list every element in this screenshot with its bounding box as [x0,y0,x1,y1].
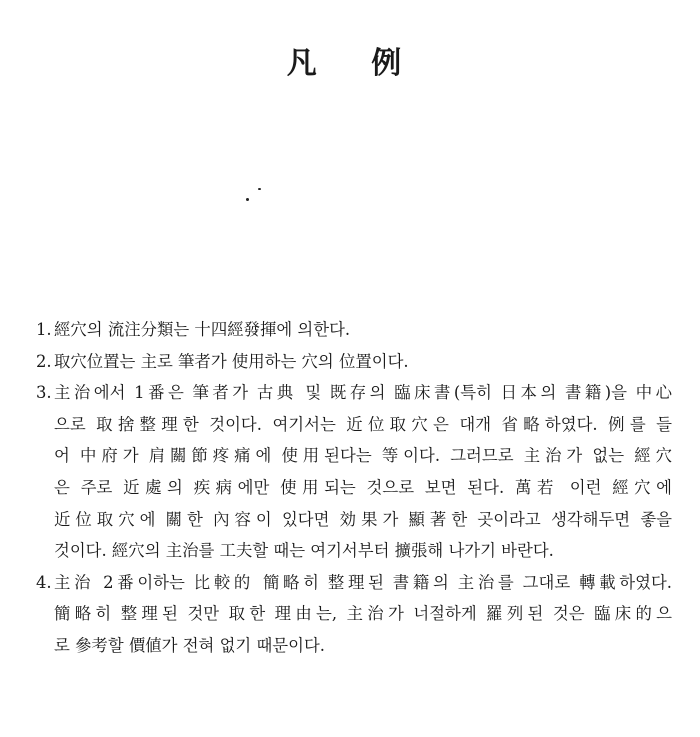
item-line: 로 參考할 價値가 전혀 없기 때문이다. [54,635,325,655]
item-line: 어 中府가 肩關節疼痛에 使用된다는 等이다. 그러므로 主治가 없는 經穴 [54,446,672,466]
item-line: 近位取穴에 關한 內容이 있다면 効果가 顯著한 곳이라고 생각해두면 좋을 [54,509,672,529]
item-line: 經穴의 流注分類는 十四經發揮에 의한다. [54,320,351,339]
item-line: 主治에서 1番은 筆者가 古典 및 既存의 臨床書(특히 日本의 書籍)을 中心 [54,383,672,403]
item-line: 主治 2番이하는 比較的 簡略히 整理된 書籍의 主治를 그대로 轉載하였다. [54,572,672,592]
item-line: 簡略히 整理된 것만 取한 理由는, 主治가 너절하게 羅列된 것은 臨床的으 [54,604,672,624]
item-number: 2. [36,351,52,371]
item-number: 1. [36,320,52,339]
item-line: 것이다. 經穴의 主治를 工夫할 때는 여기서부터 擴張해 나가기 바란다. [54,541,554,561]
list-item [36,377,672,567]
list-item [36,346,672,378]
item-line: 은 주로 近處의 疾病에만 使用되는 것으로 보면 된다. 萬若 이런 經穴에 [54,477,672,497]
item-number: 3. [36,383,52,403]
list-item [36,314,672,346]
page-title: 凡 例 [286,46,424,81]
item-number: 4. [36,572,52,592]
ink-speck [246,198,249,201]
item-line: 으로 取捨整理한 것이다. 여기서는 近位取穴은 대개 省略하였다. 例를 들 [54,414,672,434]
legend-list [36,314,672,662]
item-line: 取穴位置는 主로 筆者가 使用하는 穴의 位置이다. [54,351,409,371]
list-item [36,567,672,662]
ink-speck [258,188,261,190]
